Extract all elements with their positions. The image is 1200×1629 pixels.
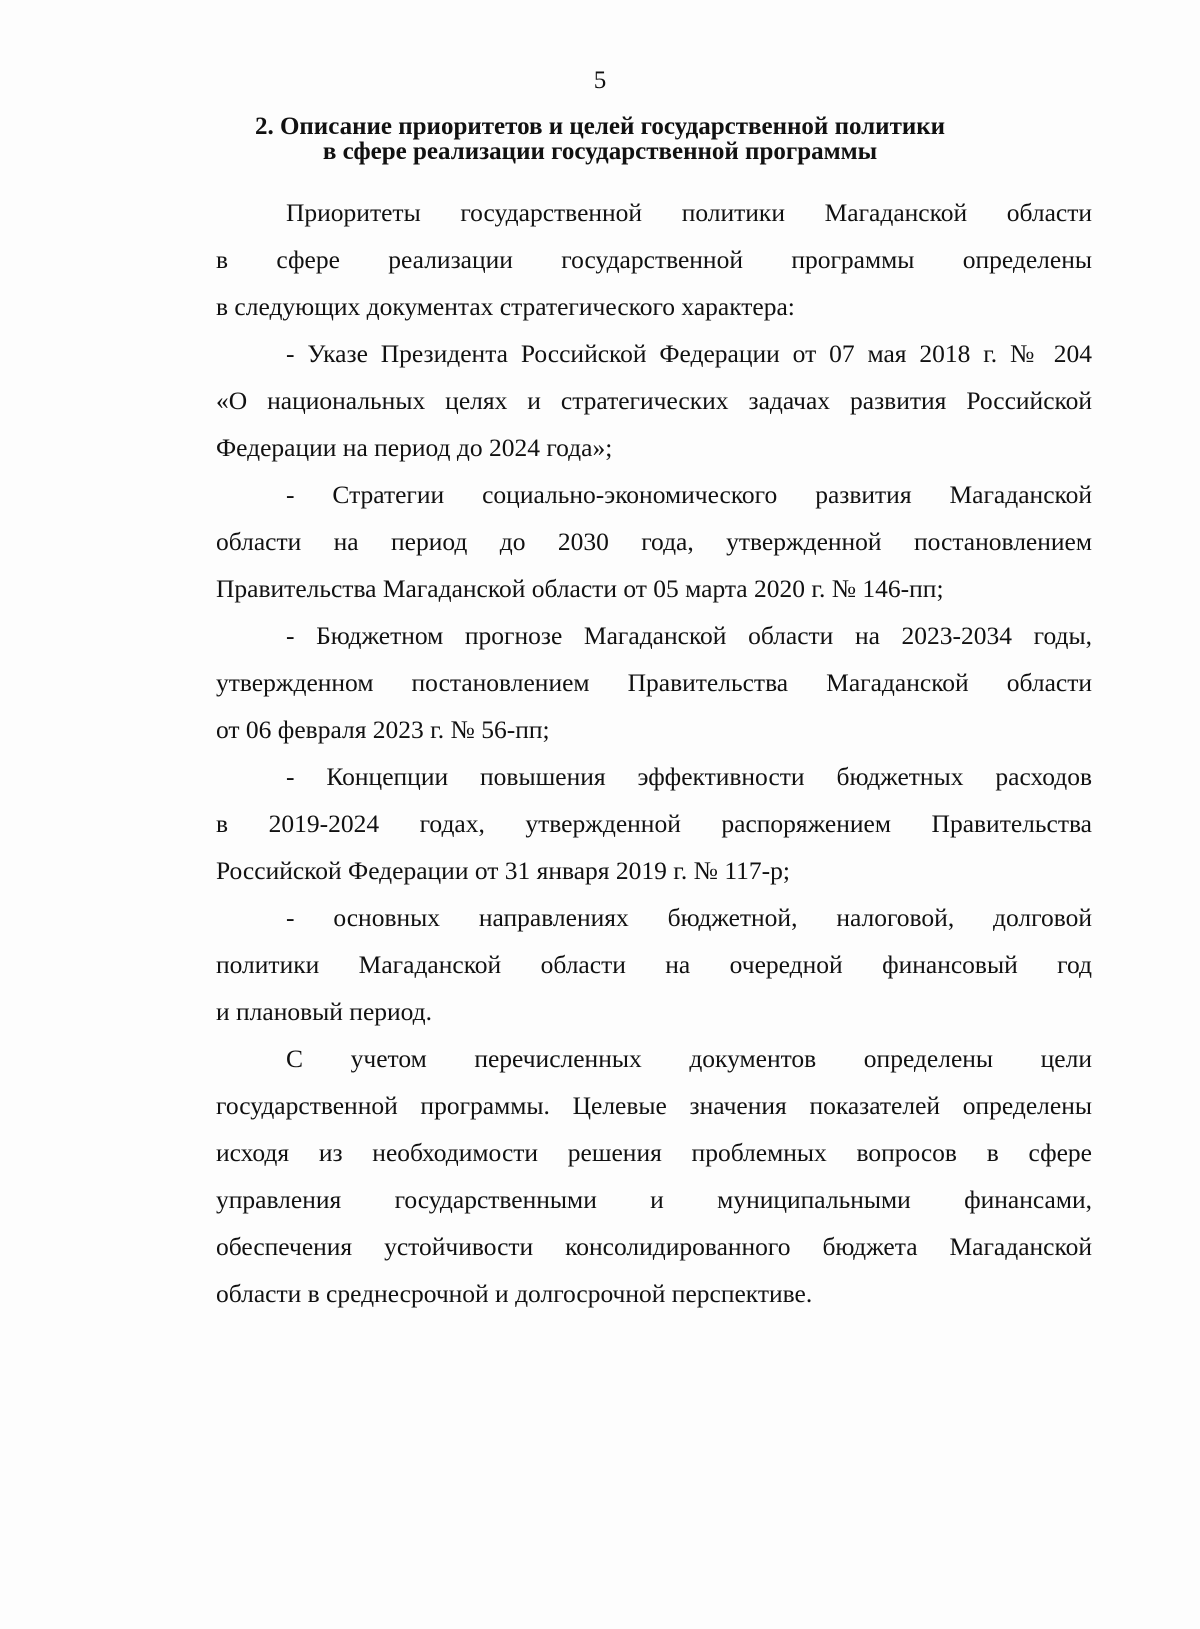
text-line: в следующих документах стратегического характера:: [216, 292, 795, 321]
text-line: Правительства Магаданской области от 05 марта 2020 г. № 146-пп;: [216, 574, 944, 603]
text-line: Приоритеты государственной политики Магаданской области: [286, 198, 1092, 227]
text-line: Федерации на период до 2024 года»;: [216, 433, 613, 462]
section-heading-line-1: 2. Описание приоритетов и целей государственной политики: [254, 113, 946, 140]
text-line: - Бюджетном прогнозе Магаданской области на 2023-2034 годы,: [286, 621, 1092, 650]
text-line: исходя из необходимости решения проблемных вопросов в сфере: [216, 1138, 1092, 1167]
text-line: в сфере реализации государственной программы определены: [216, 245, 1092, 274]
text-line: обеспечения устойчивости консолидированного бюджета Магаданской: [216, 1232, 1092, 1261]
text-line: - Указе Президента Российской Федерации от 07 мая 2018 г. № 204: [286, 339, 1092, 368]
text-line: - Стратегии социально-экономического развития Магаданской: [286, 480, 1092, 509]
text-line: области в среднесрочной и долгосрочной перспективе.: [216, 1279, 813, 1308]
text-line: от 06 февраля 2023 г. № 56-пп;: [216, 715, 550, 744]
text-line: - основных направлениях бюджетной, налоговой, долговой: [286, 903, 1092, 932]
text-line: области на период до 2030 года, утвержденной постановлением: [216, 527, 1092, 556]
section-heading-line-2: в сфере реализации государственной программы: [322, 138, 878, 165]
text-line: - Концепции повышения эффективности бюджетных расходов: [286, 762, 1092, 791]
page-number: 5: [593, 67, 607, 94]
text-line: в 2019-2024 годах, утвержденной распоряжением Правительства: [216, 809, 1092, 838]
text-line: «О национальных целях и стратегических задачах развития Российской: [216, 386, 1092, 415]
text-line: государственной программы. Целевые значения показателей определены: [216, 1091, 1092, 1120]
section-heading: [180, 114, 1020, 164]
text-line: С учетом перечисленных документов определены цели: [286, 1044, 1092, 1073]
text-line: и плановый период.: [216, 997, 433, 1026]
text-line: Российской Федерации от 31 января 2019 г. № 117-р;: [216, 856, 790, 885]
text-line: политики Магаданской области на очередной финансовый год: [216, 950, 1092, 979]
text-line: управления государственными и муниципальными финансами,: [216, 1185, 1092, 1214]
text-line: утвержденном постановлением Правительства Магаданской области: [216, 668, 1092, 697]
